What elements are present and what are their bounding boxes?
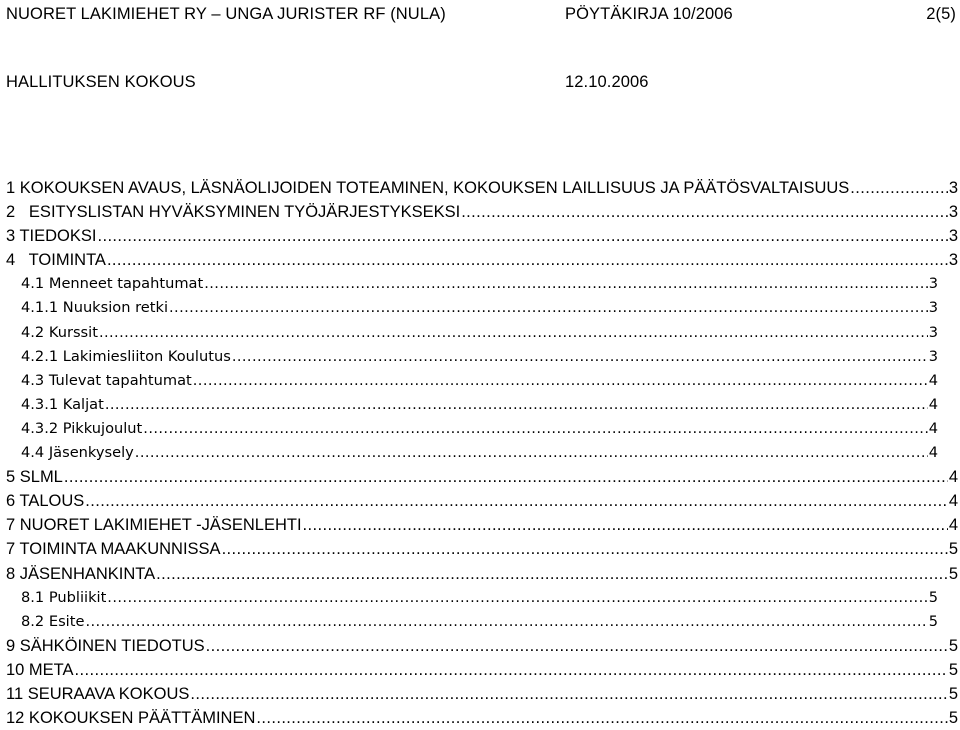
toc-dot-leader xyxy=(107,248,948,272)
toc-dot-leader xyxy=(256,706,947,730)
toc-entry[interactable] xyxy=(6,537,958,561)
toc-entry[interactable] xyxy=(6,248,958,272)
toc-entry-page: 3 xyxy=(948,227,958,246)
toc-entry-title: 8.2 Esite xyxy=(21,612,85,630)
toc-entry[interactable] xyxy=(6,441,938,465)
table-of-contents xyxy=(6,176,958,730)
toc-dot-leader xyxy=(85,610,927,634)
toc-dot-leader xyxy=(204,272,927,296)
toc-entry-title: 4.2.1 Lakimiesliiton Koulutus xyxy=(21,347,231,365)
toc-entry-title: 5 SLML xyxy=(6,468,63,487)
toc-entry[interactable] xyxy=(6,465,958,489)
toc-entry-page: 5 xyxy=(928,588,938,606)
document-title: PÖYTÄKIRJA 10/2006 xyxy=(565,5,733,23)
meeting-title: HALLITUKSEN KOKOUS xyxy=(6,73,196,91)
toc-entry-title: 7 TOIMINTA MAAKUNNISSA xyxy=(6,540,221,559)
toc-entry[interactable] xyxy=(6,610,938,634)
toc-entry-title: 4.2 Kurssit xyxy=(21,323,98,341)
toc-dot-leader xyxy=(303,513,948,537)
toc-entry-page: 5 xyxy=(948,636,958,655)
toc-entry-title: 4 TOIMINTA xyxy=(6,251,106,270)
toc-entry[interactable] xyxy=(6,586,938,610)
toc-entry-page: 4 xyxy=(928,371,938,389)
toc-entry-page: 3 xyxy=(928,275,938,293)
toc-entry-page: 3 xyxy=(928,323,938,341)
toc-entry-page: 4 xyxy=(928,419,938,437)
toc-entry[interactable] xyxy=(6,369,938,393)
toc-entry-title: 4.1 Menneet tapahtumat xyxy=(21,275,204,293)
toc-dot-leader xyxy=(156,562,948,586)
toc-entry-title: 4.4 Jäsenkysely xyxy=(21,444,134,462)
toc-entry[interactable] xyxy=(6,634,958,658)
toc-entry[interactable] xyxy=(6,489,958,513)
toc-entry-page: 4 xyxy=(948,468,958,487)
toc-entry-page: 5 xyxy=(948,660,958,679)
toc-entry-title: 4.3.1 Kaljat xyxy=(21,395,104,413)
toc-dot-leader xyxy=(143,417,927,441)
toc-entry-title: 4.1.1 Nuuksion retki xyxy=(21,299,168,317)
toc-entry-page: 3 xyxy=(928,299,938,317)
toc-dot-leader xyxy=(97,224,947,248)
toc-entry[interactable] xyxy=(6,417,938,441)
meeting-date: 12.10.2006 xyxy=(565,73,649,91)
toc-entry-page: 5 xyxy=(948,684,958,703)
toc-dot-leader xyxy=(232,345,928,369)
toc-entry-page: 4 xyxy=(928,395,938,413)
toc-dot-leader xyxy=(135,441,928,465)
toc-entry-page: 3 xyxy=(928,347,938,365)
toc-entry[interactable] xyxy=(6,345,938,369)
toc-dot-leader xyxy=(107,586,927,610)
toc-entry-title: 4.3.2 Pikkujoulut xyxy=(21,419,143,437)
toc-entry-title: 8.1 Publiikit xyxy=(21,588,107,606)
toc-entry-page: 3 xyxy=(948,251,958,270)
toc-entry-title: 1 KOKOUKSEN AVAUS, LÄSNÄOLIJOIDEN TOTEAMINEN, KOKOUKSEN LAILLISUUS JA PÄÄTÖSVALTAISUUS xyxy=(6,179,850,197)
toc-dot-leader xyxy=(461,200,948,224)
page-number: 2(5) xyxy=(926,5,956,23)
toc-dot-leader xyxy=(105,393,928,417)
toc-dot-leader xyxy=(850,176,948,200)
toc-dot-leader xyxy=(85,489,948,513)
toc-entry-page: 3 xyxy=(948,203,958,222)
toc-entry-title: 12 KOKOUKSEN PÄÄTTÄMINEN xyxy=(6,709,256,728)
toc-entry-page: 4 xyxy=(928,444,938,462)
toc-dot-leader xyxy=(193,369,928,393)
toc-entry-page: 5 xyxy=(948,564,958,583)
toc-entry[interactable] xyxy=(6,200,958,224)
toc-dot-leader xyxy=(222,537,948,561)
toc-dot-leader xyxy=(64,465,948,489)
toc-entry-page: 5 xyxy=(928,612,938,630)
toc-dot-leader xyxy=(190,682,947,706)
toc-entry[interactable] xyxy=(6,682,958,706)
toc-entry[interactable] xyxy=(6,224,958,248)
toc-entry-page: 5 xyxy=(948,709,958,728)
toc-dot-leader xyxy=(75,658,948,682)
toc-entry[interactable] xyxy=(6,321,938,345)
toc-entry-title: 4.3 Tulevat tapahtumat xyxy=(21,371,192,389)
toc-entry-title: 7 NUORET LAKIMIEHET -JÄSENLEHTI xyxy=(6,516,302,535)
toc-entry-title: 9 SÄHKÖINEN TIEDOTUS xyxy=(6,636,205,655)
organization-name: NUORET LAKIMIEHET RY – UNGA JURISTER RF (NULA) xyxy=(6,5,446,23)
toc-entry[interactable] xyxy=(6,296,938,320)
toc-entry-title: 2 ESITYSLISTAN HYVÄKSYMINEN TYÖJÄRJESTYKSEKSI xyxy=(6,203,461,222)
toc-entry[interactable] xyxy=(6,272,938,296)
toc-entry-page: 5 xyxy=(948,540,958,559)
toc-entry-title: 8 JÄSENHANKINTA xyxy=(6,564,156,583)
toc-entry[interactable] xyxy=(6,706,958,730)
toc-entry[interactable] xyxy=(6,176,958,200)
toc-entry-title: 6 TALOUS xyxy=(6,492,85,511)
toc-dot-leader xyxy=(206,634,948,658)
toc-entry-page: 3 xyxy=(948,179,958,197)
toc-entry-page: 4 xyxy=(948,516,958,535)
toc-entry[interactable] xyxy=(6,513,958,537)
toc-entry-page: 4 xyxy=(948,492,958,511)
toc-entry[interactable] xyxy=(6,658,958,682)
toc-entry-title: 10 META xyxy=(6,660,74,679)
toc-dot-leader xyxy=(169,296,928,320)
page-header xyxy=(6,0,956,110)
toc-dot-leader xyxy=(99,321,928,345)
toc-entry[interactable] xyxy=(6,562,958,586)
toc-entry-title: 3 TIEDOKSI xyxy=(6,227,97,246)
toc-entry[interactable] xyxy=(6,393,938,417)
toc-entry-title: 11 SEURAAVA KOKOUS xyxy=(6,684,190,703)
